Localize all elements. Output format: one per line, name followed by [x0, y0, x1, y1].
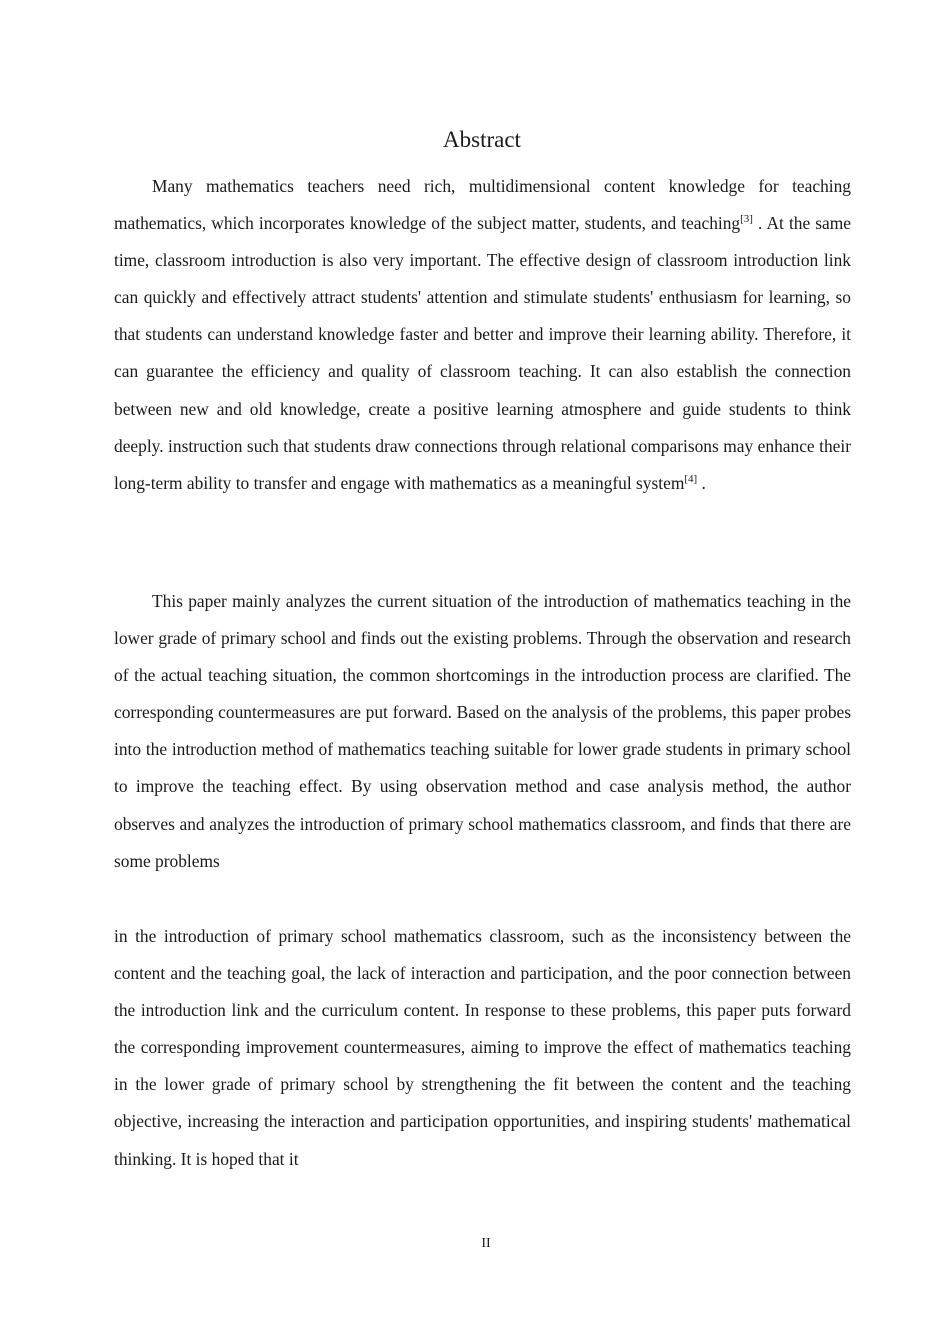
citation-marker: [3] — [740, 213, 753, 226]
citation-marker: [4] — [684, 472, 698, 485]
paragraph-text: . — [697, 472, 706, 493]
paragraph-text: Many mathematics teachers need rich, multidimensional content knowledge for teaching mathematics, which incorporates knowledge of the subject matter, students, and teaching — [114, 176, 851, 234]
abstract-paragraph-1 — [114, 168, 851, 502]
paragraph-text: in the introduction of primary school mathematics classroom, such as the inconsistency between the content and the teaching goal, the lack of interaction and participation, and the poor connection between the introduction link and the curriculum content. In response to these problems, this paper puts forward the corresponding improvement countermeasures, aiming to improve the effect of mathematics teaching in the lower grade of primary school by strengthening the fit between the content and the teaching objective, increasing the interaction and participation opportunities, and inspiring students' mathematical thinking. It is hoped that it — [114, 926, 851, 1169]
page-title: Abstract — [443, 127, 521, 152]
abstract-paragraph-2 — [114, 583, 851, 880]
page-number: II — [481, 1236, 491, 1251]
paragraph-text: This paper mainly analyzes the current situation of the introduction of mathematics teaching in the lower grade of primary school and finds out the existing problems. Through the observation and research of the actual teaching situation, the common shortcomings in the introduction process are clarified. The corresponding countermeasures are put forward. Based on the analysis of the problems, this paper probes into the introduction method of mathematics teaching suitable for lower grade students in primary school to improve the teaching effect. By using observation method and case analysis method, the author observes and analyzes the introduction of primary school mathematics classroom, and finds that there are some problems — [114, 591, 851, 871]
paragraph-text: . At the same time, classroom introduction is also very important. The effective design of classroom introduction link can quickly and effectively attract students' attention and stimulate students' enthusiasm for learning, so that students can understand knowledge faster and better and improve their learning ability. Therefore, it can guarantee the efficiency and quality of classroom teaching. It can also establish the connection between new and old knowledge, create a positive learning atmosphere and guide students to think deeply. instruction such that students draw connections through relational comparisons may enhance their long-term ability to transfer and engage with mathematics as a meaningful system — [114, 213, 851, 493]
abstract-paragraph-3 — [114, 918, 851, 1178]
